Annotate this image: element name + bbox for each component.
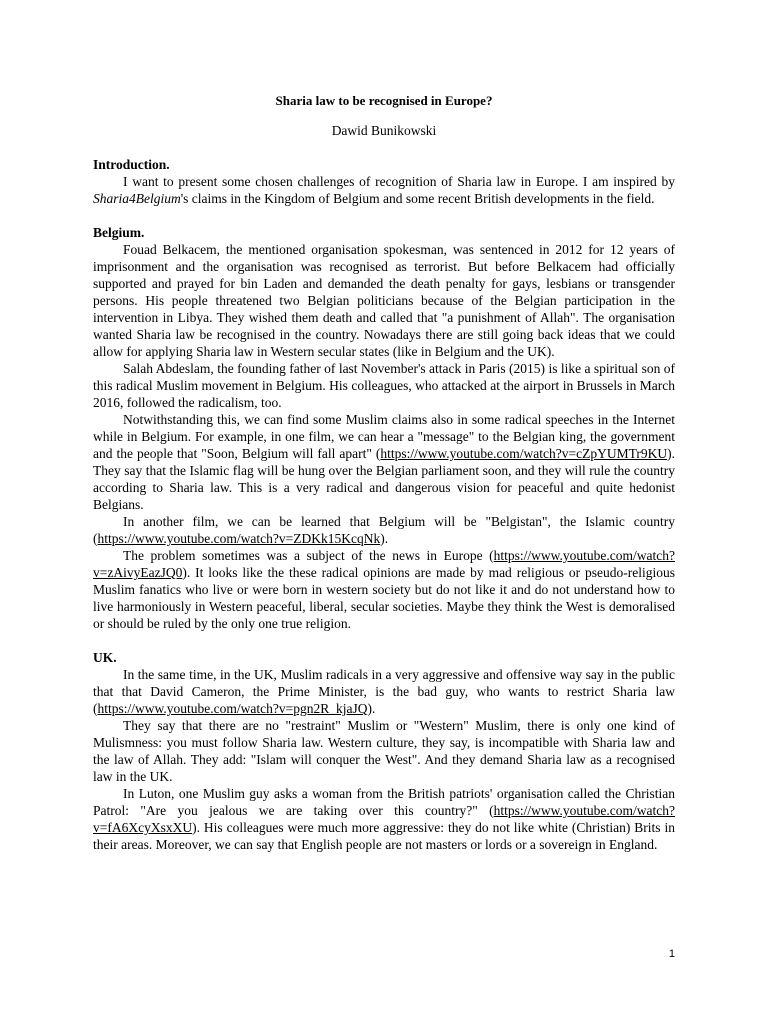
text-run: Salah Abdeslam, the founding father of last November's attack in Paris (2015) is like a spiritual son of this radical Muslim movement in Belgium. His colleagues, who attacked at the airport in Brussels in March 2016, followed the radicalism, too. xyxy=(93,361,675,410)
text-run: ). xyxy=(380,531,389,546)
document-author: Dawid Bunikowski xyxy=(331,123,437,138)
paragraph xyxy=(93,241,675,360)
video-link[interactable]: https://www.youtube.com/watch?v=fA6XcyXsxXU xyxy=(93,803,675,835)
section-spacer xyxy=(93,207,675,224)
text-run: ). xyxy=(367,701,376,716)
document-title: Sharia law to be recognised in Europe? xyxy=(275,93,493,108)
section-heading: Belgium. xyxy=(93,225,145,240)
section-heading: UK. xyxy=(93,650,117,665)
video-link[interactable]: https://www.youtube.com/watch?v=cZpYUMTr9KU xyxy=(380,446,668,461)
video-link[interactable]: https://www.youtube.com/watch?v=ZDKk15KcqNk xyxy=(97,531,381,546)
text-run: Notwithstanding this, we can find some Muslim claims also in some radical speeches in the Internet while in Belgium. For example, in one film, we can hear a "message" to the Belgian king, the government and the people that "Soon, Belgium will fall apart" ( xyxy=(93,412,675,461)
text-run: In the same time, in the UK, Muslim radicals in a very aggressive and offensive way say in the public that that David Cameron, the Prime Minister, is the bad guy, who wants to restrict Sharia law ( xyxy=(93,667,675,716)
video-link[interactable]: https://www.youtube.com/watch?v=zAivyEazJQ0 xyxy=(93,548,675,580)
section-heading: Introduction. xyxy=(93,157,170,172)
paragraph xyxy=(93,513,675,547)
text-run: They say that there are no "restraint" Muslim or "Western" Muslim, there is only one kind of Mulismness: you must follow Sharia law. Western culture, they say, is incompatible with Sharia law and the law of Allah. They add: "Islam will conquer the West". And they demand Sharia law as a recognised law in the UK. xyxy=(93,718,675,784)
section-spacer xyxy=(93,632,675,649)
italic-text: Sharia4Belgium xyxy=(93,191,181,206)
document-body xyxy=(93,156,675,853)
page-number: 1 xyxy=(668,948,675,960)
text-run: The problem sometimes was a subject of the news in Europe ( xyxy=(123,548,494,563)
paragraph xyxy=(93,666,675,717)
paragraph xyxy=(93,360,675,411)
text-run: ). His colleagues were much more aggressive: they do not like white (Christian) Brits in their areas. Moreover, we can say that English people are not masters or lords or a sovereign in England. xyxy=(93,820,675,852)
text-run: In another film, we can be learned that Belgium will be "Belgistan", the Islamic country ( xyxy=(93,514,675,546)
text-run: 's claims in the Kingdom of Belgium and some recent British developments in the field. xyxy=(180,191,655,206)
paragraph xyxy=(93,173,675,207)
video-link[interactable]: https://www.youtube.com/watch?v=pgn2R_kjaJQ xyxy=(97,701,368,716)
paragraph xyxy=(93,717,675,785)
text-run: Fouad Belkacem, the mentioned organisation spokesman, was sentenced in 2012 for 12 years of imprisonment and the organisation was recognised as terrorist. But before Belkacem had officially supported and prayed for bin Laden and demanded the death penalty for gays, lesbians or transgender persons. His people threatened two Belgian politicians because of the Belgian participation in the intervention in Libya. They wished them death and called that "a punishment of Allah". The organisation wanted Sharia law be recognised in the country. Nowadays there are still going back ideas that we could allow for applying Sharia law in Western secular states (like in Belgium and the UK). xyxy=(93,242,675,359)
paragraph xyxy=(93,547,675,632)
text-run: I want to present some chosen challenges of recognition of Sharia law in Europe. I am inspired by xyxy=(123,174,675,189)
text-run: In Luton, one Muslim guy asks a woman from the British patriots' organisation called the Christian Patrol: "Are you jealous we are taking over this country?" ( xyxy=(93,786,675,818)
paragraph xyxy=(93,785,675,853)
text-run: ). They say that the Islamic flag will be hung over the Belgian parliament soon, and they will rule the country according to Sharia law. This is a very radical and dangerous vision for peaceful and quite hedonist Belgians. xyxy=(93,446,675,512)
text-run: ). It looks like the these radical opinions are made by mad religious or pseudo-religious Muslim fanatics who live or were born in western society but do not like it and do not understand how to live harmoniously in Western peaceful, liberal, secular societies. Maybe they think the West is demoralised or should be ruled by the only one true religion. xyxy=(93,565,675,631)
paragraph xyxy=(93,411,675,513)
